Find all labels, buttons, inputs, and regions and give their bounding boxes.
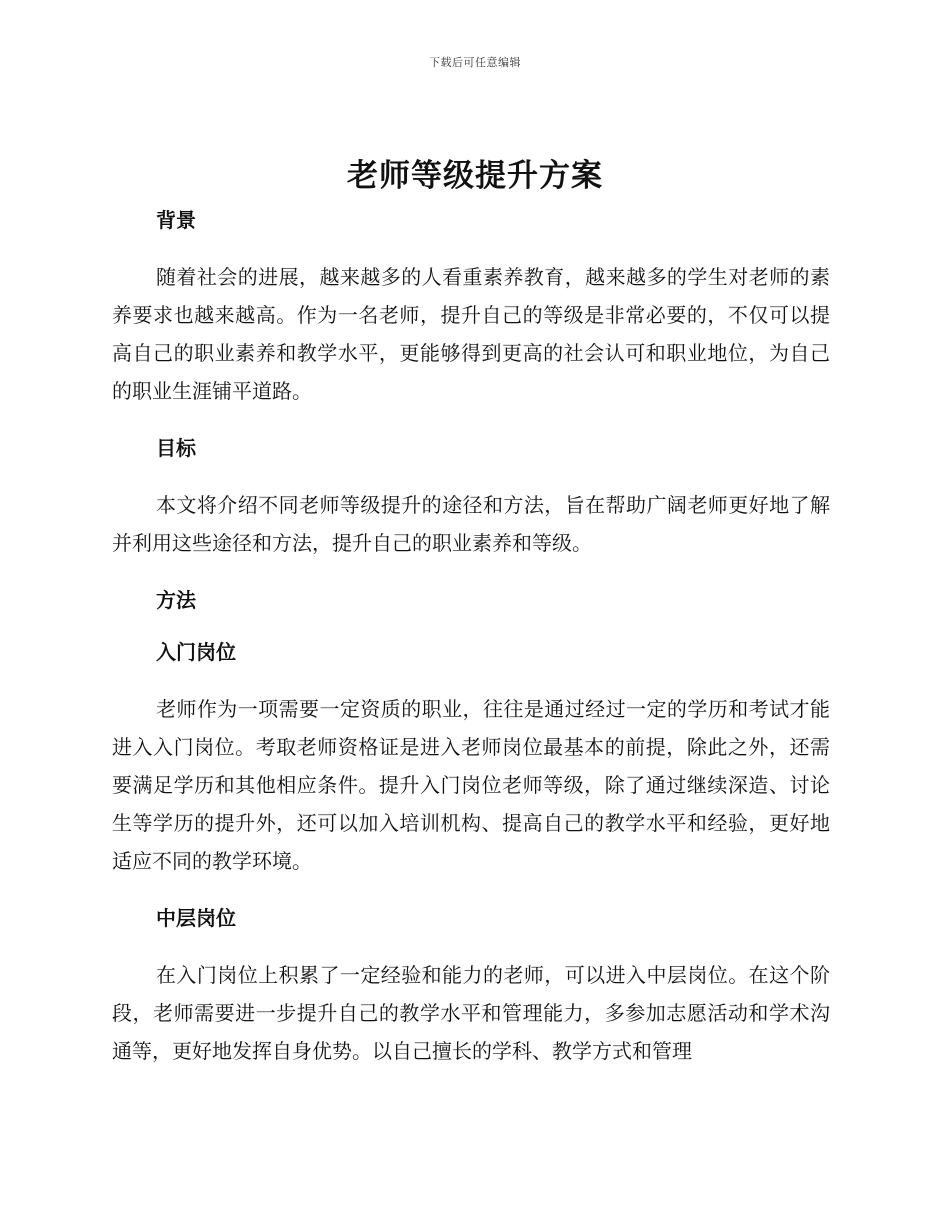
- header-note: 下载后可任意编辑: [429, 56, 521, 69]
- document-body: [112, 204, 830, 1070]
- section-heading-goal: 目标: [156, 436, 196, 460]
- document-title: 老师等级提升方案: [347, 158, 603, 194]
- section-heading-method: 方法: [156, 588, 196, 612]
- paragraph-entry-level: 老师作为一项需要一定资质的职业，往往是通过经过一定的学历和考试才能进入入门岗位。考取老师资格证是进入老师岗位最基本的前提，除此之外，还需要满足学历和其他相应条件。提升入门岗位老师等级，除了通过继续深造、讨论生等学历的提升外，还可以加入培训机构、提高自己的教学水平和经验，更好地适应不同的教学环境。: [112, 697, 830, 873]
- section-heading-mid-level: 中层岗位: [156, 906, 236, 930]
- paragraph-background: 随着社会的进展，越来越多的人看重素养教育，越来越多的学生对老师的素养要求也越来越高。作为一名老师，提升自己的等级是非常必要的，不仅可以提高自己的职业素养和教学水平，更能够得到更高的社会认可和职业地位，为自己的职业生涯铺平道路。: [112, 265, 830, 403]
- paragraph-goal: 本文将介绍不同老师等级提升的途径和方法，旨在帮助广阔老师更好地了解并利用这些途径和方法，提升自己的职业素养和等级。: [112, 493, 830, 555]
- paragraph-mid-level: 在入门岗位上积累了一定经验和能力的老师，可以进入中层岗位。在这个阶段，老师需要进一步提升自己的教学水平和管理能力，多参加志愿活动和学术沟通等，更好地发挥自身优势。以自己擅长的学科、教学方式和管理: [112, 963, 830, 1063]
- section-heading-entry-level: 入门岗位: [156, 640, 236, 664]
- section-heading-background: 背景: [156, 208, 196, 232]
